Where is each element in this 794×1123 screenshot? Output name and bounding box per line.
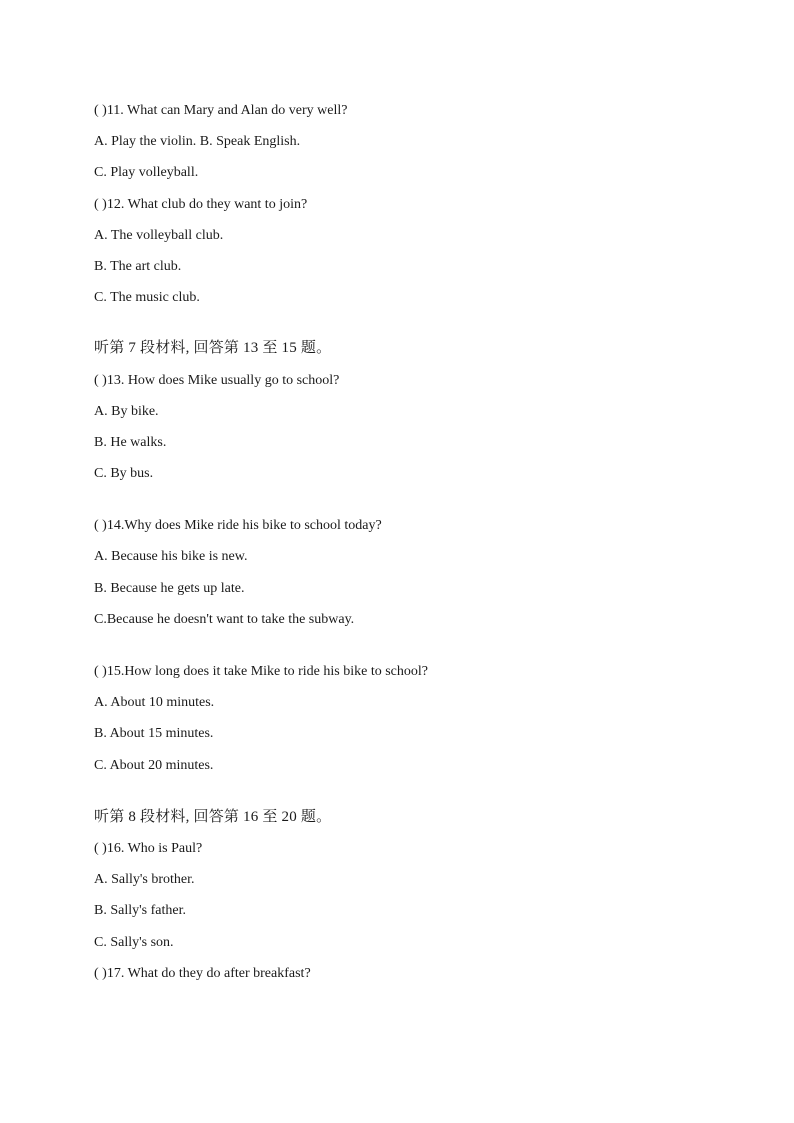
option-16-c: C. Sally's son. [94,934,174,950]
question-gap [94,494,714,515]
option-13-b: B. He walks. [94,434,167,450]
section-gap [94,318,714,338]
section-8-heading: 听第 8 段材料, 回答第 16 至 20 题。 [94,808,332,825]
document-content [94,100,714,994]
section-gap [94,786,714,807]
question-12: ( )12. What club do they want to join? [94,196,308,212]
question-14: ( )14.Why does Mike ride his bike to school today? [94,518,382,534]
option-13-a: A. By bike. [94,403,159,419]
question-16: ( )16. Who is Paul? [94,840,203,856]
option-11-ab: A. Play the violin. B. Speak English. [94,134,301,150]
option-15-a: A. About 10 minutes. [94,695,215,711]
option-14-a: A. Because his bike is new. [94,549,248,565]
option-11-c: C. Play volleyball. [94,165,199,181]
question-11: ( )11. What can Mary and Alan do very well? [94,103,348,118]
section-7-heading: 听第 7 段材料, 回答第 13 至 15 题。 [94,340,332,357]
option-15-b: B. About 15 minutes. [94,726,214,742]
option-12-c: C. The music club. [94,290,200,306]
option-14-c: C.Because he doesn't want to take the subway. [94,611,355,627]
question-13: ( )13. How does Mike usually go to school? [94,372,340,388]
option-15-c: C. About 20 minutes. [94,757,214,773]
option-14-b: B. Because he gets up late. [94,580,245,596]
question-17: ( )17. What do they do after breakfast? [94,965,311,981]
option-16-b: B. Sally's father. [94,903,186,919]
question-gap [94,640,714,661]
question-15: ( )15.How long does it take Mike to ride his bike to school? [94,664,428,679]
option-16-a: A. Sally's brother. [94,872,195,888]
option-12-a: A. The volleyball club. [94,227,224,243]
option-12-b: B. The art club. [94,258,182,274]
option-13-c: C. By bus. [94,466,154,482]
